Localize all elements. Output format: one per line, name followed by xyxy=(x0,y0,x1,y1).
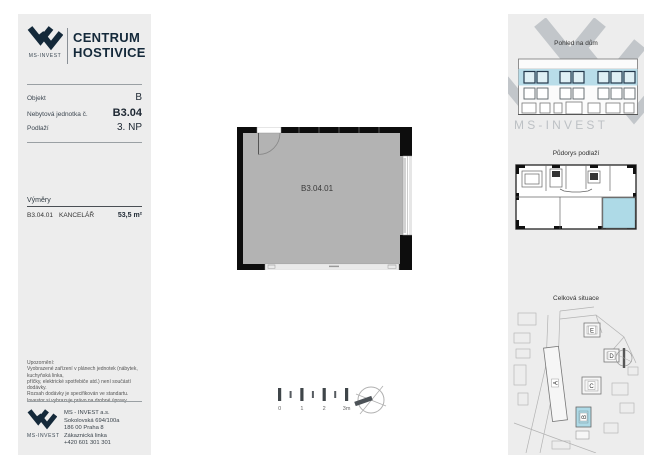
info-value: B xyxy=(135,92,142,103)
unit-floorplan xyxy=(237,127,412,270)
highlighted-unit-room xyxy=(603,198,635,228)
unit-info xyxy=(27,92,142,137)
company-address xyxy=(64,408,119,448)
scale-label-0: 0 xyxy=(278,406,282,412)
north-arrow-icon xyxy=(352,381,390,419)
area-room-size: 53,5 m² xyxy=(117,212,142,219)
scale-bar-minor-ticks xyxy=(290,391,337,398)
disclaimer-line: Vyobrazené zařízení v plánech jednotek (nábytek, kuchyňská linka, xyxy=(27,366,138,379)
area-room-code: B3.04.01 xyxy=(27,212,54,219)
window-right xyxy=(403,156,412,235)
section-title-floor-plan: Půdorys podlaží xyxy=(552,150,600,157)
ms-invest-logo-mark-icon xyxy=(27,26,63,52)
info-value: B3.04 xyxy=(112,107,142,119)
unit-info-row-objekt xyxy=(27,92,142,107)
section-title-site-map: Celková situace xyxy=(553,295,599,302)
scale-label-1: 1 xyxy=(300,406,304,412)
ms-invest-logo-icon xyxy=(27,26,63,59)
areas-section-title: Výměry xyxy=(27,197,142,207)
disclaimer xyxy=(27,360,142,404)
company-name: MS - INVEST a.s. xyxy=(64,410,110,416)
ms-invest-logo-icon xyxy=(27,408,60,439)
info-label: Nebytová jednotka č. xyxy=(27,111,88,118)
site-map xyxy=(512,305,640,453)
room-floor xyxy=(237,127,412,270)
scale-label-3m: 3m xyxy=(342,406,351,412)
phone-number: +420 601 301 301 xyxy=(64,440,111,447)
phone-label: Zákaznická linka xyxy=(64,432,107,439)
site-label-E: E xyxy=(589,328,595,335)
left-info-panel xyxy=(18,14,151,455)
window-bottom xyxy=(265,264,399,270)
right-context-panel xyxy=(508,14,644,455)
windows-floor-3 xyxy=(524,72,635,84)
site-label-B: B xyxy=(581,414,588,420)
door-opening xyxy=(257,127,281,133)
company-footer xyxy=(27,408,119,448)
project-title xyxy=(73,26,146,60)
windows-floor-2 xyxy=(524,88,635,99)
scale-bar xyxy=(276,387,354,413)
disclaimer-title: Upozornění: xyxy=(27,360,55,366)
wall-left xyxy=(237,127,243,270)
scale-label-2: 2 xyxy=(322,406,326,412)
unit-info-row-podlazi xyxy=(27,122,142,137)
logo-caption: MS-INVEST xyxy=(28,53,62,59)
building-elevation xyxy=(518,55,638,121)
wall-corner-top-right xyxy=(400,127,412,156)
area-row xyxy=(27,212,142,219)
disclaimer-line: Rozsah dodávky je specifikován ve standartu. xyxy=(27,391,129,398)
site-label-C: C xyxy=(589,384,594,390)
ms-invest-logo-mark-icon xyxy=(27,408,57,432)
watermark-text: MS-INVEST xyxy=(514,118,609,132)
brand-separator xyxy=(67,28,68,64)
wall-corner-bottom-right xyxy=(400,235,412,270)
project-title-line1: CENTRUM xyxy=(73,30,141,45)
info-value: 3. NP xyxy=(116,122,142,133)
unit-info-row-jednotka xyxy=(27,107,142,122)
company-street: Sokolovská 694/100a xyxy=(64,417,120,424)
room-label: B3.04.01 xyxy=(300,184,334,193)
area-room-name: KANCELÁŘ xyxy=(59,212,95,219)
divider xyxy=(27,84,142,85)
site-label-A: A xyxy=(553,380,560,386)
info-label: Objekt xyxy=(27,95,46,102)
company-city: 186 00 Praha 8 xyxy=(64,425,104,432)
info-label: Podlaží xyxy=(27,125,49,132)
storey-plan xyxy=(514,161,638,239)
section-title-building-view: Pohled na dům xyxy=(554,40,598,47)
disclaimer-line: příčky, elektrické spotřebiče atd.) není součástí dodávky. xyxy=(27,378,131,392)
logo-caption: MS-INVEST xyxy=(27,433,60,439)
site-label-D: D xyxy=(609,354,614,360)
divider xyxy=(27,142,142,143)
project-title-line2: HOSTIVICE xyxy=(73,45,146,60)
areas-section xyxy=(27,197,142,219)
divider xyxy=(27,401,142,402)
brand-header xyxy=(27,26,146,64)
